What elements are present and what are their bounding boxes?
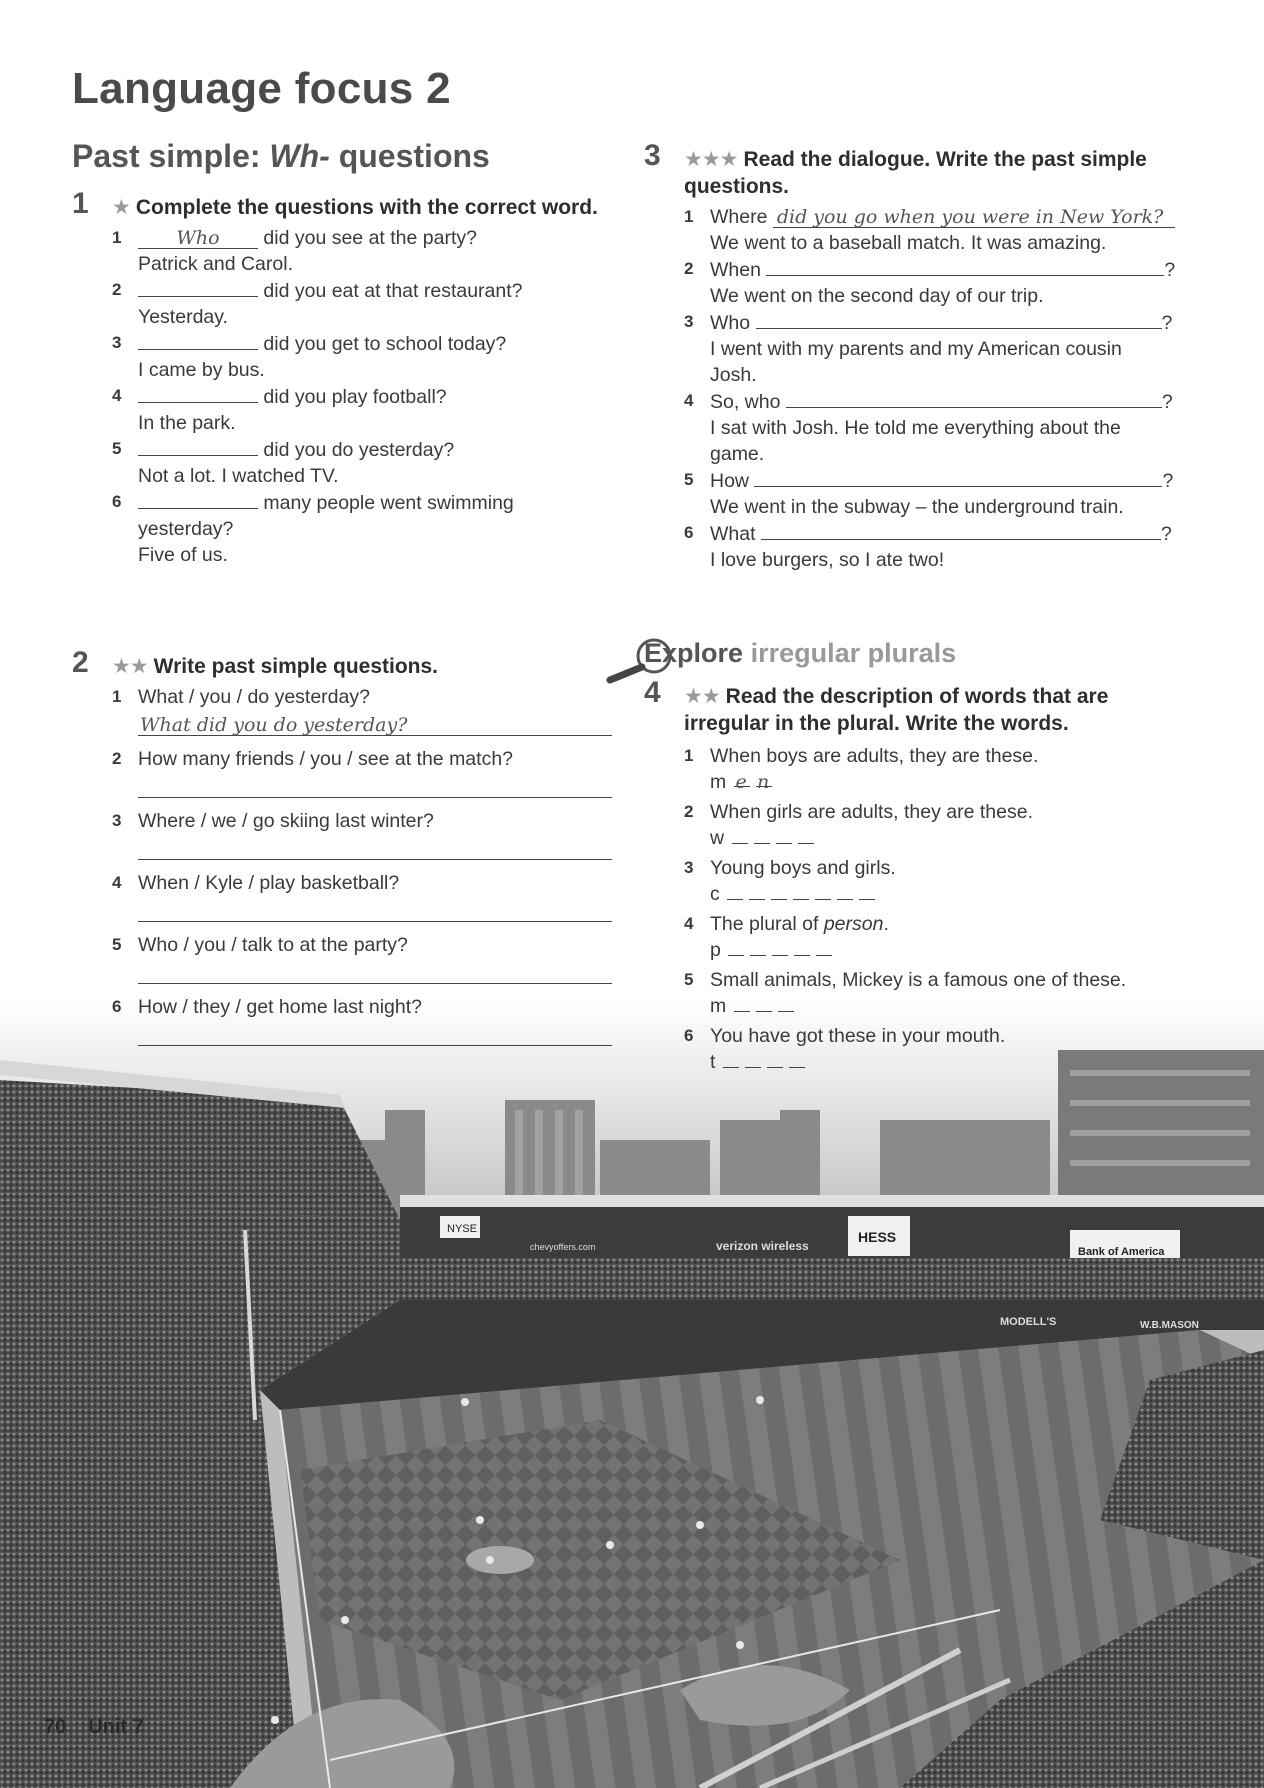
exercise-2 [72,646,612,1056]
first-letter: t [710,1051,717,1073]
question-mark: ? [1164,259,1176,281]
exercise-instruction: Read the dialogue. Write the past simple questions. [684,148,1147,198]
item-number: 3 [684,312,694,331]
item-number: 1 [112,687,122,706]
difficulty-star-icon: ★★ [684,685,720,708]
answer-line[interactable] [786,388,1162,408]
exercise-3-heading [644,139,1184,200]
description-text: When girls are adults, they are these. [710,801,1033,823]
section-title-prefix: Past simple: [72,138,270,174]
letter-blank[interactable] [776,826,792,844]
question-mark: ? [1160,523,1172,545]
question-text: did you get to school today? [258,333,507,355]
exercise-number: 4 [644,676,661,709]
answer-text: I came by bus. [138,359,265,381]
sign-bank: Bank of America [1078,1246,1165,1258]
first-letter: m [710,771,728,793]
description-text: Young boys and girls. [710,857,896,879]
answer-blank[interactable] [138,383,258,403]
item-number: 4 [684,391,694,410]
letter-blank[interactable] [728,938,744,956]
page-title: Language focus 2 [72,64,451,113]
letter-blank[interactable] [734,994,750,1012]
description-text: You have got these in your mouth. [710,1025,1006,1047]
item-number: 3 [684,858,694,877]
list-item [72,932,612,984]
item-number: 5 [112,439,122,458]
exercise-instruction: Read the description of words that are irregular in the plural. Write the words. [684,685,1109,735]
explore-heading [608,638,956,669]
answer-line[interactable] [138,960,612,984]
answer-text: Yesterday. [138,306,228,328]
question-mark: ? [1161,391,1173,413]
item-number: 4 [112,386,122,405]
list-item [72,684,612,736]
question-text: did you do yesterday? [258,439,455,461]
answer-text: Patrick and Carol. [138,253,293,275]
letter-blank[interactable] [816,938,832,956]
description-text: Small animals, Mickey is a famous one of these. [710,969,1127,991]
list-item [644,309,1184,388]
letter-blank[interactable] [767,1050,783,1068]
exercise-instruction: Complete the questions with the correct word. [135,196,598,219]
item-number: 3 [112,333,122,352]
answer-blank[interactable] [138,489,258,509]
question-word: When [710,259,761,281]
question-word: How [710,470,750,492]
page-footer [44,1716,166,1739]
first-letter: w [710,827,726,849]
item-number: 2 [112,280,122,299]
answer-text: I love burgers, so I ate two! [710,549,945,571]
item-number: 5 [112,935,122,954]
answer-line[interactable] [754,467,1162,487]
item-number: 4 [684,914,694,933]
prompt-text: Where / we / go skiing last winter? [138,810,434,832]
first-letter: c [710,883,721,905]
list-item [72,746,612,798]
exercise-1 [72,187,612,568]
letter-blank[interactable] [793,882,809,900]
answer-text: We went to a baseball match. It was amazing. [710,232,1107,254]
item-number: 4 [112,873,122,892]
answer-text: We went in the subway – the underground train. [710,496,1124,518]
list-item [72,489,612,568]
section-title-suffix: questions [329,138,490,174]
letter-blank[interactable] [745,1050,761,1068]
answer-line[interactable] [756,309,1162,329]
description-text: The plural of person. [710,913,889,935]
letter-slots [710,1049,1184,1075]
answer-line[interactable] [138,898,612,922]
answer-line[interactable]: What did you do yesterday? [138,712,612,736]
list-item [72,808,612,860]
answer-blank[interactable] [138,436,258,456]
letter-blank[interactable] [778,994,794,1012]
letter-blank[interactable] [815,882,831,900]
answer-text: I sat with Josh. He told me everything about the game. [710,417,1121,465]
explore-topic: irregular plurals [750,638,957,668]
list-item [644,467,1184,520]
answer-text: Five of us. [138,544,228,566]
item-number: 5 [684,470,694,489]
list-item [644,256,1184,309]
list-item [72,870,612,922]
letter-blank[interactable] [772,938,788,956]
sign-modells: MODELL'S [1000,1316,1057,1328]
exercise-4-heading [644,676,1184,737]
answer-text: We went on the second day of our trip. [710,285,1044,307]
list-item [644,855,1184,907]
question-text: did you see at the party? [258,227,477,249]
item-number: 1 [112,228,122,247]
sign-nyse: NYSE [447,1223,477,1235]
description-text: When boys are adults, they are these. [710,745,1039,767]
section-title-emphasis: Wh- [269,138,330,174]
answer-text: In the park. [138,412,236,434]
question-word: So, who [710,391,781,413]
difficulty-star-icon: ★★ [112,655,148,678]
item-number: 6 [684,1026,694,1045]
difficulty-star-icon: ★ [112,196,130,219]
sign-chevy: chevyoffers.com [530,1242,596,1252]
letter-blank[interactable] [754,826,770,844]
section-title [72,138,490,175]
prompt-text: Who / you / talk to at the party? [138,934,408,956]
letter-blank[interactable] [727,882,743,900]
letter-blank[interactable]: n [757,771,771,793]
answer-line[interactable]: did you go when you were in New York? [773,208,1175,228]
list-item [72,277,612,330]
question-text: many people went swimming yesterday? [138,492,514,540]
answer-text: Not a lot. I watched TV. [138,465,339,487]
letter-blank[interactable] [756,994,772,1012]
answer-line[interactable] [766,256,1164,276]
answer-line[interactable] [138,1022,612,1046]
list-item [72,330,612,383]
item-number: 6 [684,523,694,542]
letter-blank[interactable] [789,1050,805,1068]
letter-blank[interactable] [837,882,853,900]
list-item [644,911,1184,963]
item-number: 5 [684,970,694,989]
item-number: 6 [112,997,122,1016]
item-number: 3 [112,811,122,830]
prompt-text: When / Kyle / play basketball? [138,872,400,894]
question-word: What [710,523,756,545]
question-text: did you play football? [258,386,447,408]
letter-blank[interactable] [723,1050,739,1068]
list-item [72,225,612,277]
page-number: 70 [44,1716,67,1738]
letter-blank[interactable] [750,938,766,956]
list-item [644,204,1184,256]
letter-slots [710,993,1184,1019]
exercise-1-heading [72,187,612,221]
answer-blank[interactable]: Who [138,229,258,249]
question-word: Who [710,312,751,334]
answer-blank[interactable] [138,277,258,297]
exercise-number: 3 [644,139,661,172]
list-item [72,994,612,1046]
unit-label: Unit 7 [88,1716,144,1738]
letter-slots [710,825,1184,851]
exercise-2-heading [72,646,612,680]
question-mark: ? [1161,312,1173,334]
stadium-photo [0,1000,1264,1788]
first-letter: m [710,995,728,1017]
exercise-number: 1 [72,187,89,220]
exercise-number: 2 [72,646,89,679]
list-item [644,743,1184,795]
letter-slots [710,769,1184,795]
letter-blank[interactable] [794,938,810,956]
letter-blank[interactable] [732,826,748,844]
answer-line[interactable] [138,774,612,798]
exercise-3 [644,139,1184,573]
answer-line[interactable] [138,836,612,860]
sign-verizon: verizon wireless [716,1239,809,1253]
exercise-instruction: Write past simple questions. [153,655,438,678]
list-item [644,799,1184,851]
item-number: 1 [684,746,694,765]
list-item [644,520,1184,573]
letter-blank[interactable]: e [735,771,748,793]
sign-hess: HESS [858,1229,897,1245]
prompt-text: How / they / get home last night? [138,996,422,1018]
letter-blank[interactable] [859,882,875,900]
item-number: 6 [112,492,122,511]
letter-blank[interactable] [771,882,787,900]
list-item [72,383,612,436]
letter-slots [710,937,1184,963]
first-letter: p [710,939,722,961]
letter-blank[interactable] [749,882,765,900]
difficulty-star-icon: ★★★ [684,148,738,171]
letter-slots [710,881,1184,907]
answer-text: I went with my parents and my American cousin Josh. [710,338,1122,386]
explore-label: Explore [644,638,744,668]
answer-blank[interactable] [138,330,258,350]
list-item [72,436,612,489]
item-number: 2 [112,749,122,768]
list-item [644,1023,1184,1075]
item-number: 2 [684,259,694,278]
list-item [644,967,1184,1019]
sign-wbmason: W.B.MASON [1140,1320,1199,1331]
prompt-text: How many friends / you / see at the match? [138,748,514,770]
exercise-4 [644,676,1184,1079]
prompt-text: What / you / do yesterday? [138,686,370,708]
answer-line[interactable] [761,520,1161,540]
question-word: Where [710,206,768,228]
item-number: 1 [684,207,694,226]
question-text: did you eat at that restaurant? [258,280,523,302]
item-number: 2 [684,802,694,821]
letter-blank[interactable] [798,826,814,844]
list-item [644,388,1184,467]
question-mark: ? [1162,470,1174,492]
